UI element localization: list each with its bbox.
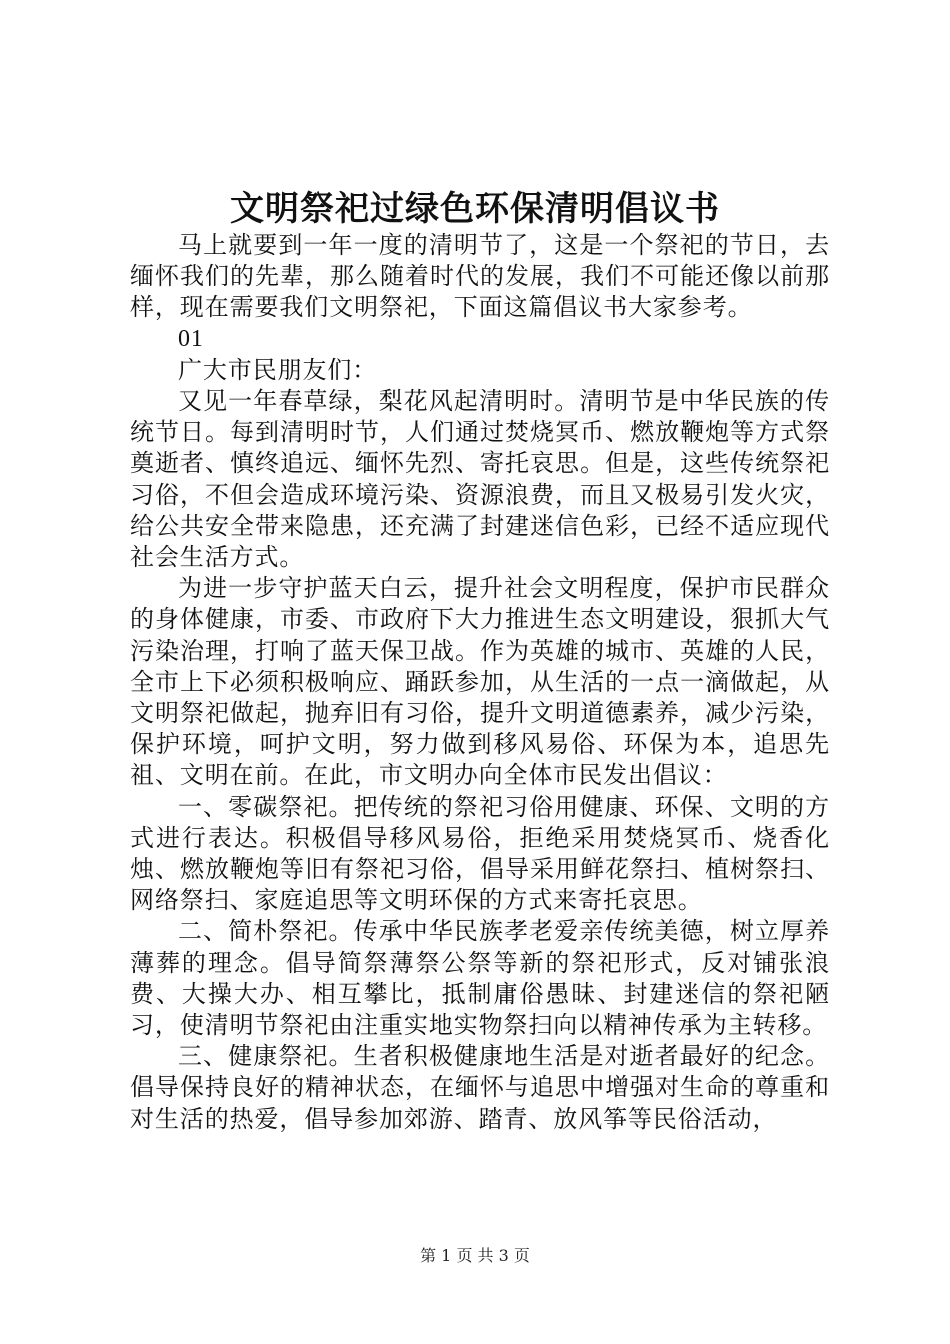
proposal-item: 三、健康祭祀。生者积极健康地生活是对逝者最好的纪念。倡导保持良好的精神状态，在缅怀与追思中增强对生命的尊重和对生活的热爱，倡导参加郊游、踏青、放风筝等民俗活动， (130, 1042, 830, 1133)
proposal-item: 二、简朴祭祀。传承中华民族孝老爱亲传统美德，树立厚养薄葬的理念。倡导简祭薄祭公祭等新的祭祀形式，反对铺张浪费、大操大办、相互攀比，抵制庸俗愚昧、封建迷信的祭祀陋习，使清明节祭祀由注重实地实物祭扫向以精神传承为主转移。 (130, 917, 830, 1040)
body-paragraph: 为进一步守护蓝天白云，提升社会文明程度，保护市民群众的身体健康，市委、市政府下大力推进生态文明建设，狠抓大气污染治理，打响了蓝天保卫战。作为英雄的城市、英雄的人民，全市上下必须积极响应、踊跃参加，从生活的一点一滴做起，从文明祭祀做起，抛弃旧有习俗，提升文明道德素养，减少污染，保护环境，呵护文明，努力做到移风易俗、环保为本，追思先祖、文明在前。在此，市文明办向全体市民发出倡议： (130, 574, 830, 790)
intro-paragraph: 马上就要到一年一度的清明节了，这是一个祭祀的节日，去缅怀我们的先辈，那么随着时代的发展，我们不可能还像以前那样，现在需要我们文明祭祀，下面这篇倡议书大家参考。 (130, 231, 830, 322)
page-footer: 第 1 页 共 3 页 (420, 1246, 530, 1265)
document-body (130, 230, 830, 1135)
section-number: 01 (178, 325, 204, 352)
proposal-item: 一、零碳祭祀。把传统的祭祀习俗用健康、环保、文明的方式进行表达。积极倡导移风易俗，拒绝采用焚烧冥币、烧香化烛、燃放鞭炮等旧有祭祀习俗，倡导采用鲜花祭扫、植树祭扫、网络祭扫、家庭追思等文明环保的方式来寄托哀思。 (130, 792, 830, 915)
salutation: 广大市民朋友们： (178, 355, 378, 384)
document-title: 文明祭祀过绿色环保清明倡议书 (230, 189, 720, 229)
body-paragraph: 又见一年春草绿，梨花风起清明时。清明节是中华民族的传统节日。每到清明时节，人们通过焚烧冥币、燃放鞭炮等方式祭奠逝者、慎终追远、缅怀先烈、寄托哀思。但是，这些传统祭祀习俗，不但会造成环境污染、资源浪费，而且又极易引发火灾，给公共安全带来隐患，还充满了封建迷信色彩，已经不适应现代社会生活方式。 (130, 387, 830, 572)
